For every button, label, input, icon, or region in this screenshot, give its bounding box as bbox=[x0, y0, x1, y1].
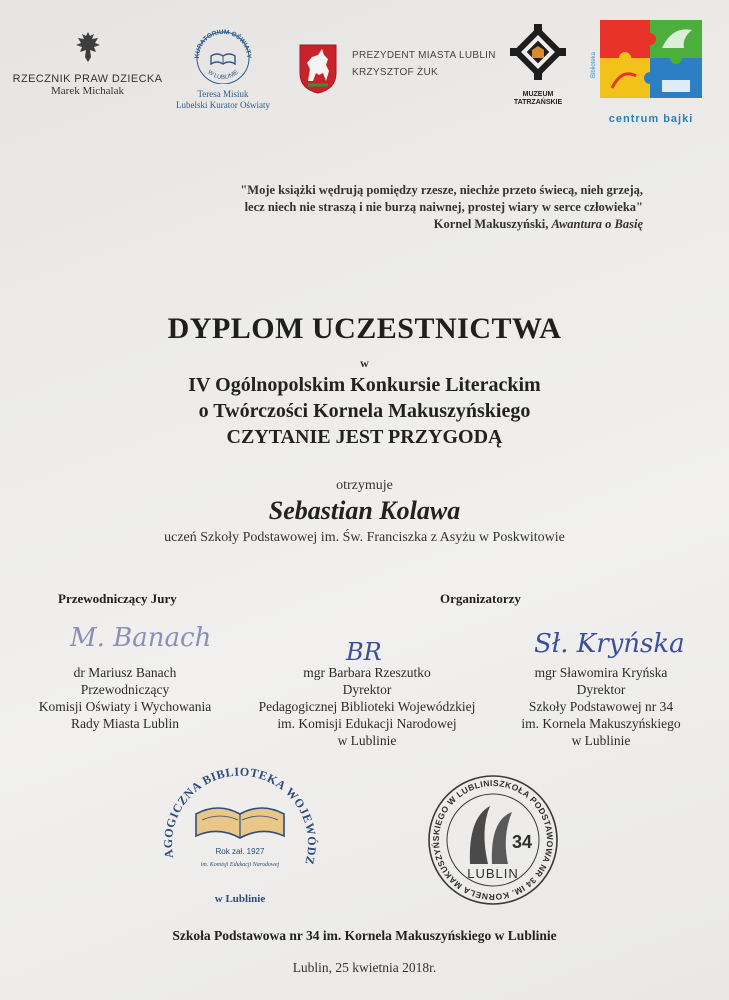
svg-text:Sł. Kryńska: Sł. Kryńska bbox=[534, 629, 685, 659]
pbw-patron: im. Komisji Edukacji Narodowej bbox=[200, 862, 280, 868]
org2-signature-block bbox=[478, 664, 724, 749]
org1-name: mgr Barbara Rzeszutko bbox=[303, 665, 431, 680]
pbw-book-stamp-icon bbox=[160, 750, 320, 895]
jury-header: Przewodniczący Jury bbox=[58, 591, 177, 606]
lublin-line2: KRZYSZTOF ŻUK bbox=[352, 67, 438, 78]
jury-signature bbox=[66, 614, 226, 658]
lublin-line1: PREZYDENT MIASTA LUBLIN bbox=[352, 50, 496, 61]
quote-line1: "Moje książki wędrują pomiędzy rzesze, niechże przeto świecą, nieh grzeją, bbox=[240, 183, 643, 197]
quote-line2: lecz niech nie straszą i nie burzą naiwnej, prostej wiary w serce człowieka" bbox=[244, 200, 643, 214]
contest-line1: IV Ogólnopolskim Konkursie Literackim bbox=[188, 374, 541, 396]
rpd-title: RZECZNIK PRAW DZIECKA bbox=[12, 73, 163, 85]
svg-text:BR: BR bbox=[346, 638, 382, 666]
org1-patron: im. Komisji Edukacji Narodowej bbox=[277, 716, 457, 731]
muzeum-line1: MUZEUM bbox=[522, 91, 554, 98]
sp34-round-stamp-icon bbox=[408, 768, 578, 908]
pbw-founded: Rok zał. 1927 bbox=[215, 847, 265, 856]
kuratorium-role: Lubelski Kurator Oświaty bbox=[176, 100, 270, 110]
footer-school: Szkoła Podstawowa nr 34 im. Kornela Makuszyńskiego w Lublinie bbox=[172, 928, 557, 943]
org1-signature-block bbox=[232, 664, 502, 749]
recipient-name: Sebastian Kolawa bbox=[268, 496, 461, 525]
jury-council: Rady Miasta Lublin bbox=[71, 716, 179, 731]
organizers-header: Organizatorzy bbox=[440, 591, 521, 606]
quote-book: Awantura o Basię bbox=[551, 217, 643, 231]
sp34-ring-text: SZKOŁA PODSTAWOWA NR 34 IM. KORNELA MAKUSZYŃSKIEGO W LUBLINI bbox=[430, 777, 556, 903]
muzeum-line2: TATRZAŃSKIE bbox=[513, 99, 563, 106]
rpd-person: Marek Michalak bbox=[51, 85, 124, 97]
muzeum-logo bbox=[502, 20, 574, 107]
puzzle-icon bbox=[592, 18, 710, 108]
svg-text:M. Banach: M. Banach bbox=[70, 623, 212, 653]
contest-line3: CZYTANIE JEST PRZYGODĄ bbox=[226, 426, 503, 448]
jury-signature-block bbox=[10, 664, 240, 732]
kuratorium-ring-bottom: W LUBLINIE bbox=[206, 69, 240, 81]
org2-role: Dyrektor bbox=[576, 682, 626, 697]
recipient-school: uczeń Szkoły Podstawowej im. Św. Franciszka z Asyżu w Poskwitowie bbox=[164, 530, 565, 545]
centrum-bajki-logo bbox=[592, 18, 710, 125]
muzeum-emblem-icon bbox=[508, 20, 568, 86]
sp34-number: 34 bbox=[511, 832, 533, 852]
diploma-w: w bbox=[360, 356, 369, 370]
org1-city: w Lublinie bbox=[337, 733, 397, 748]
lublin-logo bbox=[298, 43, 498, 100]
pbw-ring-text: AGOGICZNA BIBLIOTEKA WOJEWÓDZ bbox=[160, 764, 320, 867]
centrum-bajki-side: Biblioteka bbox=[591, 51, 597, 78]
kuratorium-ring-text: KURATORIUM OŚWIATY bbox=[193, 28, 253, 59]
eagle-emblem-icon bbox=[75, 30, 101, 64]
jury-role: Przewodniczący bbox=[80, 682, 170, 697]
contest-name bbox=[0, 372, 729, 450]
footer-date: Lublin, 25 kwietnia 2018r. bbox=[292, 960, 437, 975]
kuratorium-emblem-icon bbox=[191, 26, 255, 84]
org2-patron: im. Kornela Makuszyńskiego bbox=[521, 716, 681, 731]
org1-role: Dyrektor bbox=[342, 682, 392, 697]
diploma-title: DYPLOM UCZESTNICTWA bbox=[167, 312, 562, 345]
org2-institution: Szkoły Podstawowej nr 34 bbox=[528, 699, 674, 714]
receives-label: otrzymuje bbox=[336, 478, 393, 493]
lublin-coat-of-arms-icon bbox=[298, 43, 338, 95]
pbw-stamp bbox=[160, 750, 320, 905]
jury-name: dr Mariusz Banach bbox=[73, 665, 177, 680]
quote-author: Kornel Makuszyński, bbox=[433, 217, 552, 231]
centrum-bajki-label: centrum bajki bbox=[608, 113, 694, 125]
makuszynski-quote bbox=[123, 182, 643, 233]
org1-institution: Pedagogicznej Biblioteki Wojewódzkiej bbox=[258, 699, 476, 714]
sp34-city: LUBLIN bbox=[467, 866, 519, 881]
kuratorium-logo bbox=[168, 26, 278, 111]
svg-text:W LUBLINIE bbox=[206, 69, 240, 80]
org2-city: w Lublinie bbox=[571, 733, 631, 748]
svg-text:KURATORIUM OŚWIATY bbox=[194, 29, 252, 59]
rpd-logo bbox=[10, 30, 165, 97]
kuratorium-person: Teresa Misiuk bbox=[197, 89, 249, 99]
jury-commission: Komisji Oświaty i Wychowania bbox=[38, 699, 212, 714]
org2-name: mgr Sławomira Kryńska bbox=[534, 665, 668, 680]
pbw-city: w Lublinie bbox=[214, 893, 266, 905]
contest-line2: o Twórczości Kornela Makuszyńskiego bbox=[198, 400, 531, 422]
sp34-stamp bbox=[408, 768, 578, 913]
